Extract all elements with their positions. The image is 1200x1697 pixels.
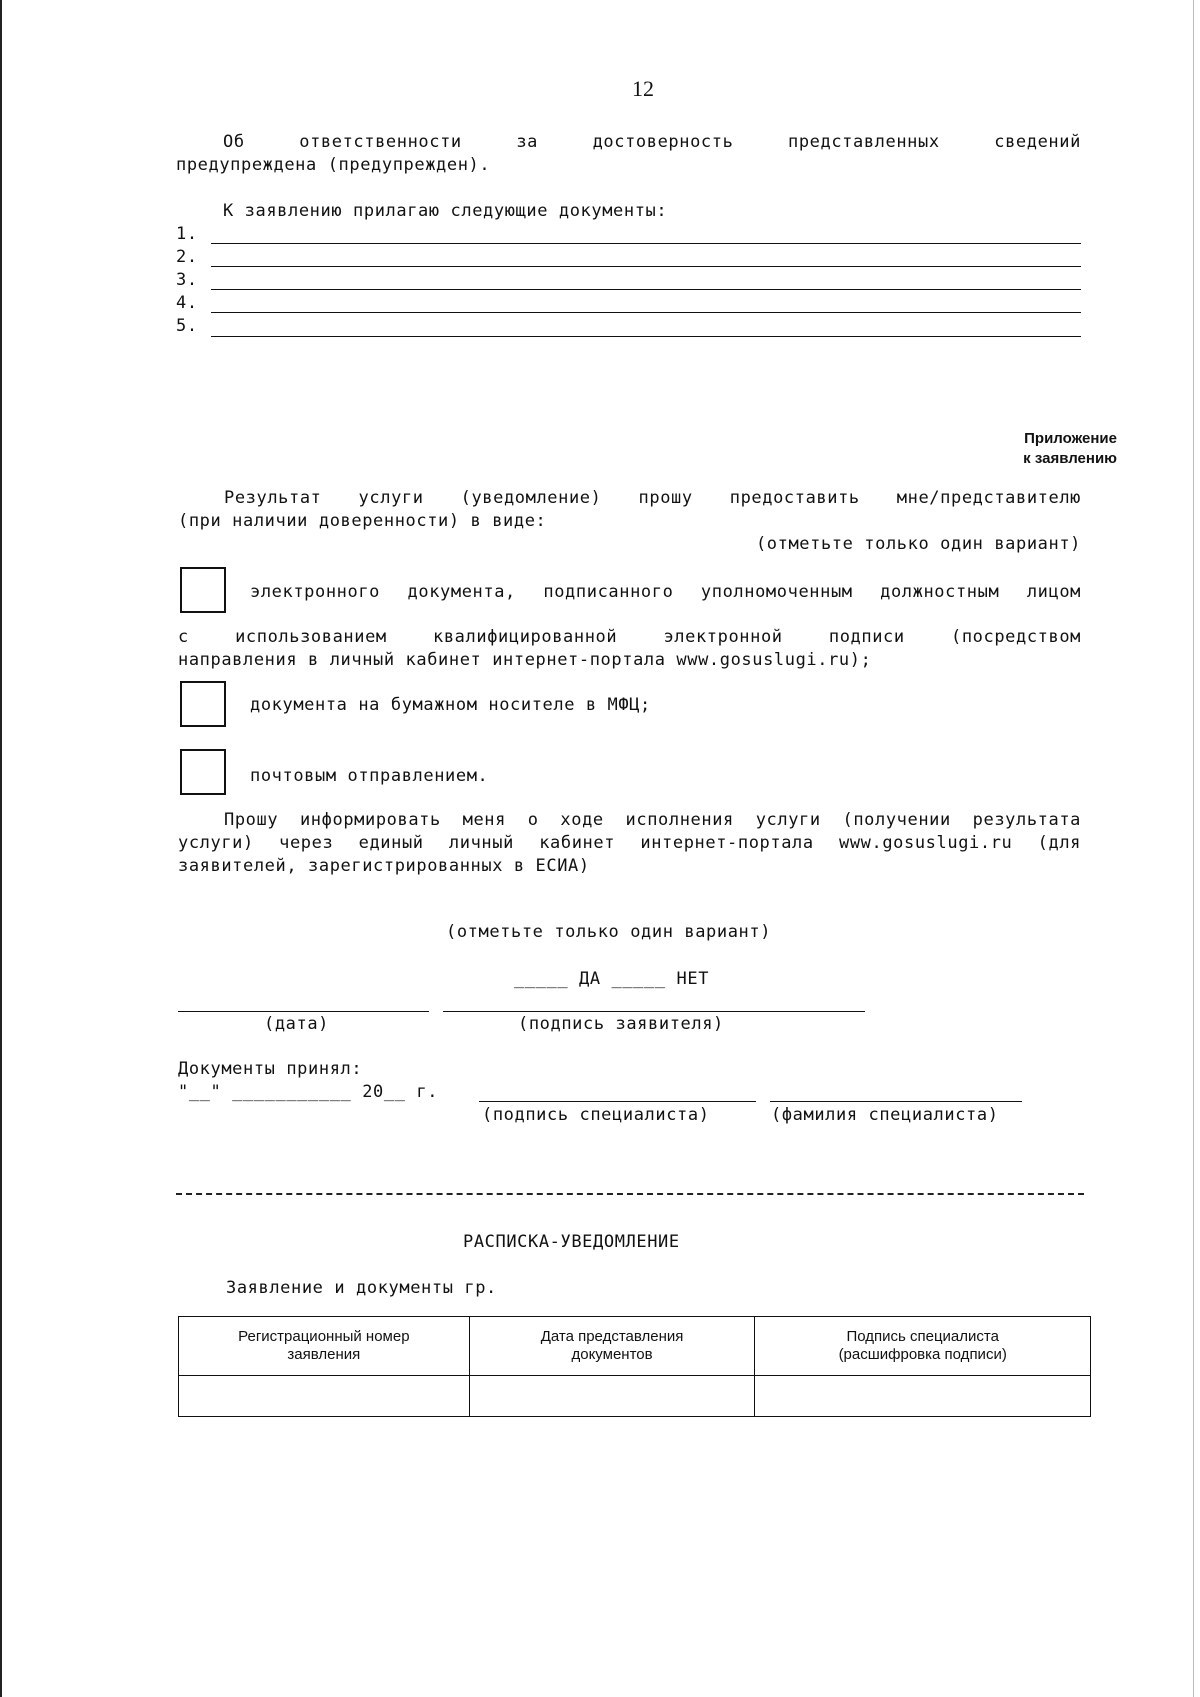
option-postal-checkbox[interactable] [180,749,226,795]
responsibility-word: ответственности [299,132,462,152]
specialist-surname-line[interactable] [770,1101,1022,1102]
specialist-signature-cell[interactable] [755,1376,1091,1417]
page-number: 12 [632,76,654,101]
date-caption: (дата) [264,1014,330,1034]
attachment-fill-line[interactable] [211,312,1081,313]
accepted-date-line[interactable]: "__" ___________ 20__ г. [178,1082,439,1102]
responsibility-word: достоверность [592,132,734,152]
option-electronic-label-line-2: с использованием квалифицированной электронной подписи (посредством [178,627,1081,647]
header-registration-number [179,1317,470,1376]
header-line: заявления [287,1346,361,1363]
inform-choose-one-hint: (отметьте только один вариант) [446,922,772,942]
receipt-table [178,1316,1091,1417]
header-line: (расшифровка подписи) [838,1346,1007,1363]
attachment-fill-line[interactable] [211,336,1081,337]
responsibility-line-2: предупреждена (предупрежден). [176,155,491,175]
applicant-signature-caption: (подпись заявителя) [518,1014,724,1034]
attachment-number: 3. [176,270,198,290]
header-line: Регистрационный номер [238,1328,410,1345]
documents-accepted-label: Документы принял: [178,1059,363,1079]
result-paragraph-line-1: Результат услуги (уведомление) прошу предоставить мне/представителю [224,488,1081,508]
attachment-fill-line[interactable] [211,289,1081,290]
attachment-number: 2. [176,247,198,267]
attachment-number: 5. [176,316,198,336]
option-electronic-checkbox[interactable] [180,567,226,613]
option-electronic-label-line-1: электронного документа, подписанного уполномоченным должностным лицом [250,582,1081,602]
header-line: Дата представления [540,1328,684,1345]
responsibility-word: Об [223,132,245,152]
inform-paragraph-line-2: услуги) через единый личный кабинет интернет-портала www.gosuslugi.ru (для [178,833,1081,853]
registration-number-cell[interactable] [179,1376,470,1417]
responsibility-word: за [516,132,538,152]
attachment-fill-line[interactable] [211,266,1081,267]
applicant-signature-line[interactable] [443,1011,865,1012]
inform-paragraph-line-1: Прошу информировать меня о ходе исполнения услуги (получении результата [224,810,1081,830]
appendix-label-line-1: Приложение [1024,430,1117,447]
attachment-fill-line[interactable] [211,243,1081,244]
yes-no-choice[interactable]: _____ ДА _____ НЕТ [514,969,710,989]
attachment-number: 1. [176,224,198,244]
header-line: Подпись специалиста [846,1328,999,1345]
submission-date-cell[interactable] [469,1376,755,1417]
header-line: документов [571,1346,653,1363]
receipt-table-header-row [179,1317,1091,1376]
option-paper-mfc-checkbox[interactable] [180,681,226,727]
specialist-signature-line[interactable] [479,1101,756,1102]
responsibility-line-1 [223,132,1081,154]
date-signature-line[interactable] [178,1011,429,1012]
attachments-intro: К заявлению прилагаю следующие документы: [223,201,668,221]
specialist-signature-caption: (подпись специалиста) [482,1105,710,1125]
responsibility-word: представленных [787,132,940,152]
result-choose-one-hint: (отметьте только один вариант) [755,534,1081,554]
page-edge-right [1193,0,1194,1697]
receipt-intro: Заявление и документы гр. [226,1278,497,1298]
option-postal-label: почтовым отправлением. [250,766,489,786]
inform-paragraph-line-3: заявителей, зарегистрированных в ЕСИА) [178,856,590,876]
attachment-number: 4. [176,293,198,313]
specialist-surname-caption: (фамилия специалиста) [771,1105,999,1125]
table-row [179,1376,1091,1417]
responsibility-word: сведений [994,132,1081,152]
page-edge-left [0,0,2,1697]
option-electronic-label-line-3: направления в личный кабинет интернет-портала www.gosuslugi.ru); [178,650,872,670]
result-paragraph-line-2: (при наличии доверенности) в виде: [178,511,547,531]
option-paper-mfc-label: документа на бумажном носителе в МФЦ; [250,695,651,715]
appendix-label-line-2: к заявлению [1023,450,1117,467]
receipt-title: РАСПИСКА-УВЕДОМЛЕНИЕ [463,1232,680,1252]
header-specialist-signature [755,1317,1091,1376]
header-submission-date [469,1317,755,1376]
cut-line [176,1193,1084,1195]
